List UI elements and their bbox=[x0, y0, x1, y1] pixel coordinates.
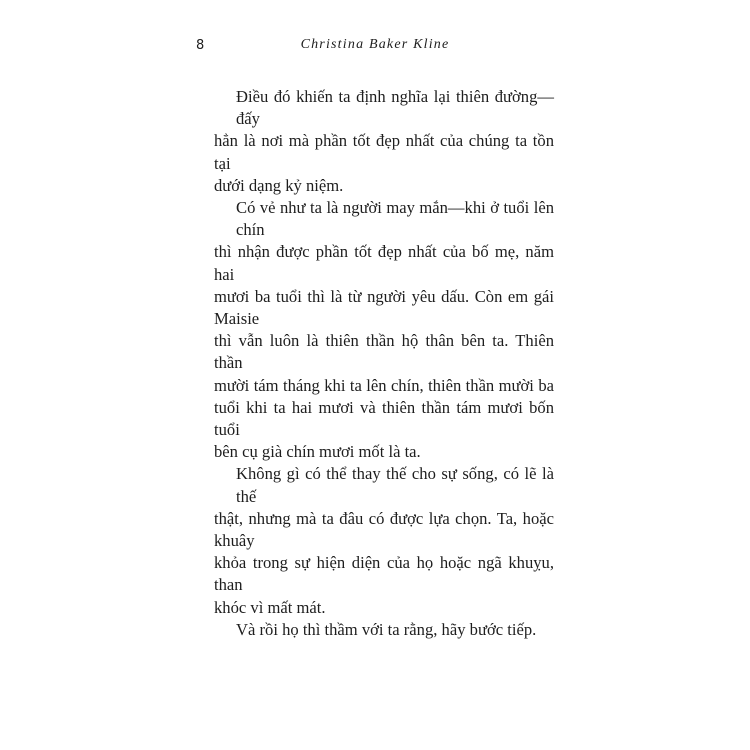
text-line: khóc vì mất mát. bbox=[214, 597, 326, 617]
paragraph bbox=[214, 619, 554, 641]
text-line: mười tám tháng khi ta lên chín, thiên thần mười ba bbox=[214, 375, 554, 395]
text-line: thì nhận được phần tốt đẹp nhất của bố mẹ, năm hai bbox=[214, 242, 554, 284]
paragraph bbox=[214, 463, 554, 618]
text-line: tuổi khi ta hai mươi và thiên thần tám mươi bốn tuổi bbox=[214, 397, 554, 440]
text-line: khỏa trong sự hiện diện của họ hoặc ngã khuỵu, than bbox=[214, 553, 554, 595]
text-line: mươi ba tuổi thì là từ người yêu dấu. Còn em gái Maisie bbox=[214, 286, 554, 329]
page-number: 8 bbox=[196, 38, 205, 53]
text-line: Điều đó khiến ta định nghĩa lại thiên đường—đấy bbox=[236, 87, 554, 129]
text-line: bên cụ già chín mươi mốt là ta. bbox=[214, 442, 421, 462]
running-title: Christina Baker Kline bbox=[300, 37, 450, 52]
paragraph bbox=[214, 197, 554, 463]
text-line: thì vẫn luôn là thiên thần hộ thân bên ta. Thiên thần bbox=[214, 331, 554, 373]
text-line: Có vẻ như ta là người may mắn—khi ở tuổi lên chín bbox=[236, 198, 554, 240]
body-text bbox=[214, 86, 554, 641]
text-line: dưới dạng kỷ niệm. bbox=[214, 175, 344, 195]
paragraph bbox=[214, 86, 554, 197]
text-line: Không gì có thể thay thế cho sự sống, có lẽ là thế bbox=[236, 464, 554, 506]
text-line: hẳn là nơi mà phần tốt đẹp nhất của chúng ta tồn tại bbox=[214, 131, 554, 173]
text-line: Và rồi họ thì thầm với ta rằng, hãy bước tiếp. bbox=[236, 619, 537, 639]
text-line: thật, nhưng mà ta đâu có được lựa chọn. Ta, hoặc khuây bbox=[214, 508, 554, 551]
